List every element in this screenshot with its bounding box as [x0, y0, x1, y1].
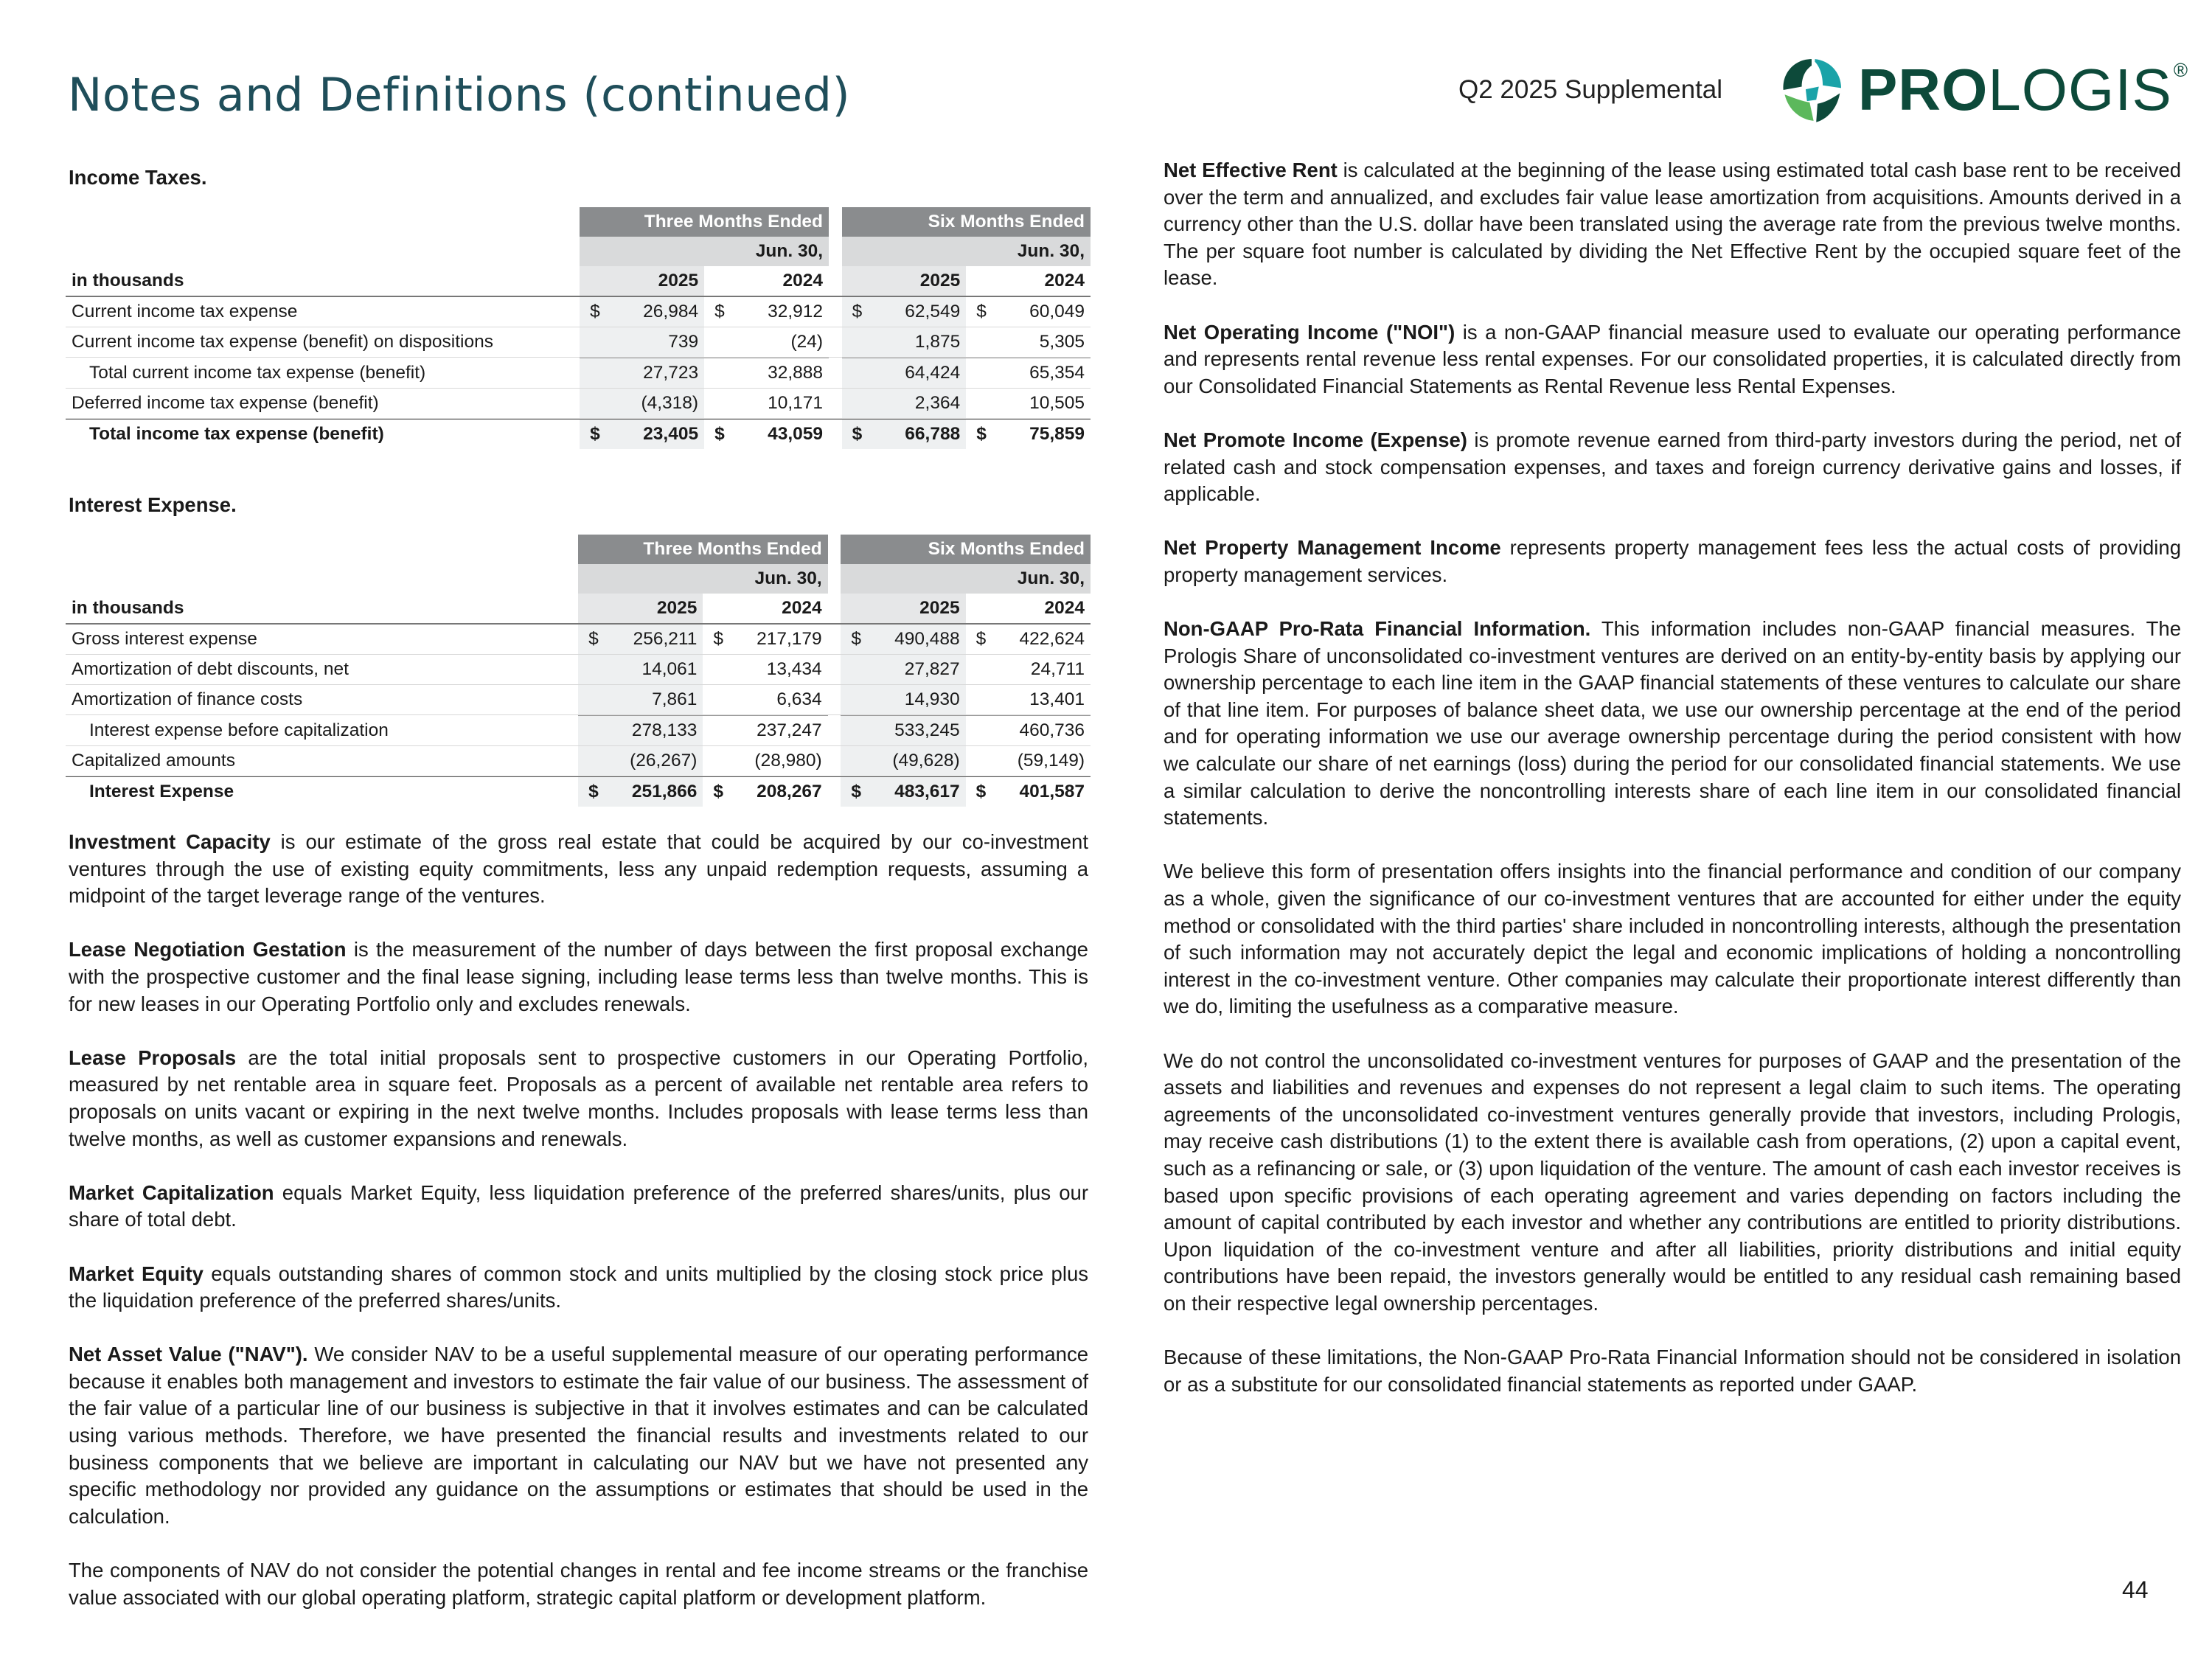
band-six-months: Six Months Ended — [841, 535, 1091, 564]
para-noi: Net Operating Income ("NOI") is a non-GAAP financial measure used to evaluate our operating performance and represents rental revenue less rental expenses. For our consolidated properties, it is calculated directly from our Consolidated Financial Statements as Rental Revenue less Rental Expenses. — [1164, 320, 2181, 397]
table-row: Current income tax expense $ 26,984 $ 32,912 $ 62,549 $ 60,049 — [66, 297, 1091, 327]
band-six-months: Six Months Ended — [842, 207, 1091, 237]
para-limitations: Because of these limitations, the Non-GAAP Pro-Rata Financial Information should not be considered in isolation or as a substitute for our consolidated financial statements as reported under GAAP. — [1164, 1346, 2181, 1396]
para-market-capitalization: Market Capitalization equals Market Equity, less liquidation preference of the preferred shares/units, plus our share of total debt. — [69, 1180, 1088, 1231]
unit-label: in thousands — [66, 594, 578, 625]
year-header: 2024 — [728, 594, 827, 625]
para-investment-capacity: Investment Capacity is our estimate of the gross real estate that could be acquired by our co-investment ventures through the use of existing equity commitments, less any unpaid redemption requests, assuming a midpoint of the target leverage range of the ventures. — [69, 830, 1088, 908]
table-row: Amortization of debt discounts, net 14,061 13,434 27,827 24,711 — [66, 655, 1091, 685]
table-row: Current income tax expense (benefit) on dispositions 739 (24) 1,875 5,305 — [66, 327, 1091, 358]
para-nav-components: The components of NAV do not consider the potential changes in rental and fee income streams or the franchise value associated with our global operating platform, strategic capital platform or development platform. — [69, 1559, 1088, 1609]
year-header: 2024 — [991, 266, 1091, 297]
table-row: Interest expense before capitalization 278,133 237,247 533,245 460,736 — [66, 715, 1091, 746]
page-title: Notes and Definitions (continued) — [68, 68, 851, 122]
para-lease-negotiation-gestation: Lease Negotiation Gestation is the measurement of the number of days between the first proposal exchange with the prospective customer and the final lease signing, including lease terms less than twelve months. This is for new leases in our Operating Portfolio only and excludes renewals. — [69, 938, 1088, 1015]
income-taxes-table — [66, 207, 1091, 449]
year-header: 2025 — [866, 594, 965, 625]
para-gaap-control: We do not control the unconsolidated co-investment ventures for purposes of GAAP and the presentation of the assets and liabilities and revenues and expenses do not represent a legal claim to such items. The operating agreements of the unconsolidated co-investment ventures generally provide that investors, including Prologis, may receive cash distributions (1) to the extent there is available cash from operations, (2) upon a capital event, such as a refinancing or sale, or (3) upon liquidation of the venture. The amount of cash each investor receives is based upon specific provisions of each operating agreement and varies depending on factors including the amount of capital contributed by each investor and whether any contributions are entitled to priority distributions. Upon liquidation of the co-investment venture and after all liabilities, priority distributions and initial equity contributions have been repaid, the investors generally would be entitled to any residual cash remaining based on their respective legal ownership percentages. — [1164, 1048, 2181, 1315]
para-lease-proposals: Lease Proposals are the total initial proposals sent to prospective customers in our Operating Portfolio, measured by net rentable area in square feet. Proposals as a percent of available net rentable area refers to proposals on units vacant or expiring in the next twelve months. Includes proposals with lease terms less than twelve months, as well as customer expansions and renewals. — [69, 1046, 1088, 1150]
para-net-promote-income: Net Promote Income (Expense) is promote revenue earned from third-party investors during the period, net of related cash and stock compensation expenses, and taxes and foreign currency derivative gains and losses, if applicable. — [1164, 428, 2182, 506]
globe-logo-icon — [1775, 49, 1848, 131]
interest-expense-section — [69, 493, 1088, 807]
band-date-left: Jun. 30, — [578, 564, 828, 594]
income-taxes-section — [69, 166, 1088, 449]
interest-expense-table — [66, 535, 1091, 807]
prologis-logo — [1775, 46, 2188, 134]
year-header: 2025 — [603, 594, 703, 625]
year-header: 2025 — [605, 266, 704, 297]
interest-expense-heading: Interest Expense. — [69, 493, 237, 516]
band-date-right: Jun. 30, — [841, 564, 1091, 594]
table-row-total: Interest Expense $ 251,866 $ 208,267 $ 483,617 $ 401,587 — [66, 776, 1091, 807]
logo-wordmark: PROLOGIS® — [1857, 57, 2188, 122]
table-row: Deferred income tax expense (benefit) (4,318) 10,171 2,364 10,505 — [66, 389, 1091, 419]
income-taxes-heading: Income Taxes. — [69, 166, 207, 189]
table-row: Total current income tax expense (benefit) 27,723 32,888 64,424 65,354 — [66, 358, 1091, 389]
para-net-effective-rent: Net Effective Rent is calculated at the beginning of the lease using estimated total cash base rent to be received over the term and annualized, and excludes fair value lease amortization from acquisitions. Amounts derived in a currency other than the U.S. dollar have been translated using the average rate from the previous twelve months. The per square foot number is calculated by dividing the Net Effective Rent by the occupied square feet of the lease. — [1164, 159, 2181, 290]
para-net-property-management: Net Property Management Income represents property management fees less the actual costs of providing property management services. — [1164, 536, 2181, 586]
band-three-months: Three Months Ended — [580, 207, 829, 237]
table-row: Amortization of finance costs 7,861 6,634 14,930 13,401 — [66, 685, 1091, 715]
table-row: Gross interest expense $ 256,211 $ 217,179 $ 490,488 $ 422,624 — [66, 625, 1091, 655]
left-column — [69, 166, 1088, 1638]
para-non-gaap-pro-rata: Non-GAAP Pro-Rata Financial Information. This information includes non-GAAP financial measures. The Prologis Share of unconsolidated co-investment ventures are derived on an entity-by-entity basis by applying our ownership percentage to each line item in the GAAP financial statements of these ventures to calculate our share of that line item. For purposes of balance sheet data, we use our ownership percentage at the end of the period and for operating information we use our average ownership percentage during the period consistent with how we calculate our share of net earnings (loss) during the period for our consolidated financial statements. We use a similar calculation to derive the noncontrolling interests share of each line item in our consolidated financial statements. — [1164, 617, 2182, 830]
band-date-left: Jun. 30, — [580, 237, 829, 266]
para-presentation-insights: We believe this form of presentation offers insights into the financial performance and condition of our company as a whole, given the significance of our co-investment ventures that are accounted for either under the equity method or consolidated with the third parties' share included in noncontrolling interests, although the presentation of such information may not accurately depict the legal and economic implications of holding a noncontrolling interest in the co-investment venture. Other companies may calculate their proportionate interest differently than we do, limiting the usefulness as a comparative measure. — [1164, 860, 2181, 1018]
table-row-total: Total income tax expense (benefit) $ 23,405 $ 43,059 $ 66,788 $ 75,859 — [66, 419, 1091, 449]
para-nav: Net Asset Value ("NAV"). We consider NAV to be a useful supplemental measure of our operating performance because it enables both management and investors to estimate the fair value of our business. The assessment of the fair value of a particular line of our business is subjective in that it involves estimates and can be calculated using various methods. Therefore, we have presented the financial results and investments related to our business components that we believe are important in calculating our NAV but we have not presented any specific methodology nor provided any guidance on the assumptions or estimates that should be used in the calculation. — [69, 1343, 1088, 1528]
year-header: 2024 — [991, 594, 1091, 625]
unit-label: in thousands — [66, 266, 580, 297]
band-date-right: Jun. 30, — [842, 237, 1091, 266]
table-row: Capitalized amounts (26,267) (28,980) (49,628) (59,149) — [66, 746, 1091, 776]
supplemental-label: Q2 2025 Supplemental — [1458, 75, 1723, 104]
year-header: 2025 — [866, 266, 966, 297]
band-three-months: Three Months Ended — [578, 535, 828, 564]
year-header: 2024 — [729, 266, 829, 297]
page-number: 44 — [2122, 1576, 2149, 1603]
para-market-equity: Market Equity equals outstanding shares of common stock and units multiplied by the closing stock price plus the liquidation preference of the preferred shares/units. — [69, 1262, 1088, 1312]
right-column — [1164, 157, 2181, 1425]
